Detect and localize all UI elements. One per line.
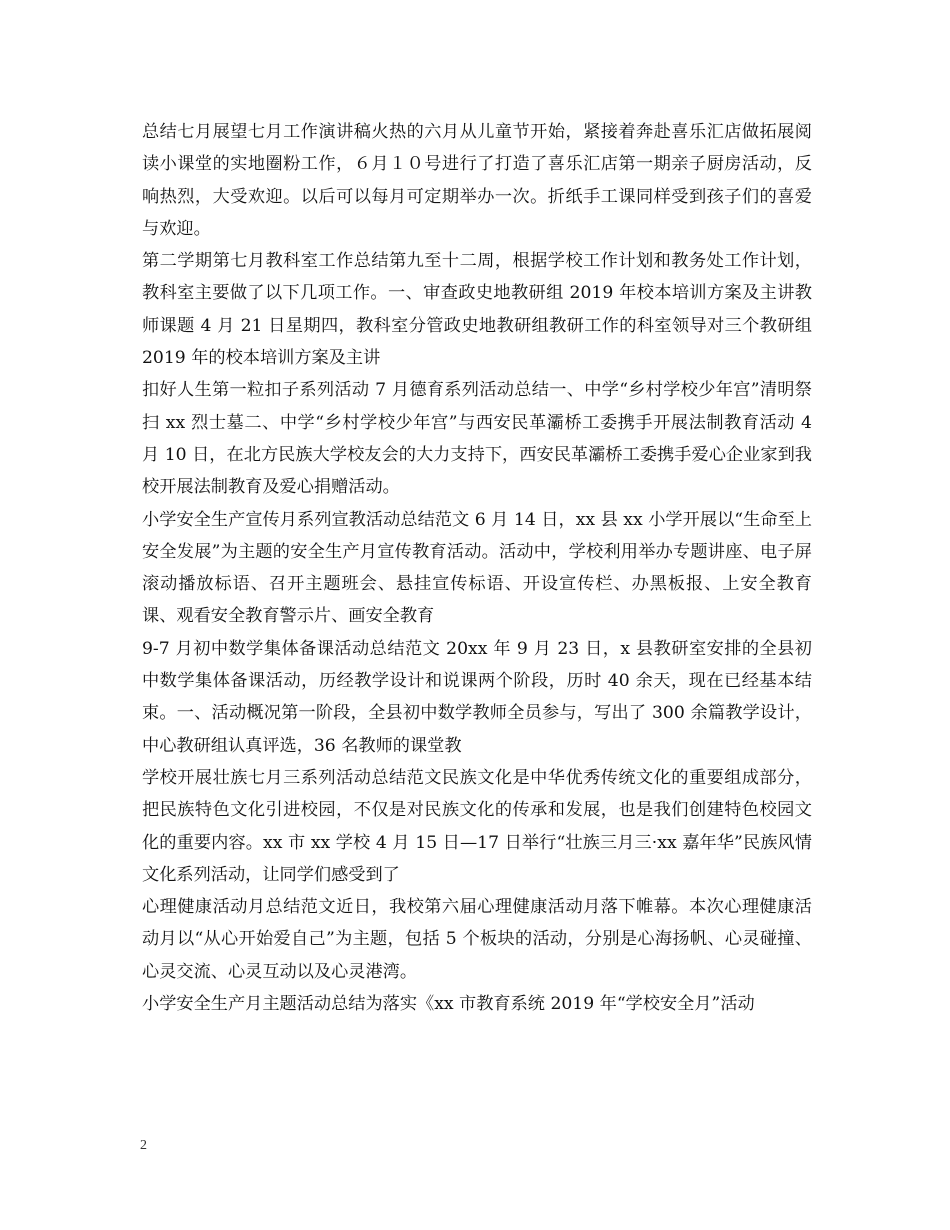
page-number: 2	[140, 1138, 147, 1153]
paragraph: 第二学期第七月教科室工作总结第九至十二周，根据学校工作计划和教务处工作计划，教科室主要做了以下几项工作。一、审查政史地教研组 2019 年校本培训方案及主讲教师课题 4 月 21 日星期四，教科室分管政史地教研组教研工作的科室领导对三个教研组 2019 年的校本培训方案及主讲	[142, 251, 812, 369]
body-text	[142, 116, 812, 1020]
paragraph: 心理健康活动月总结范文近日，我校第六届心理健康活动月落下帷幕。本次心理健康活动月以“从心开始爱自己”为主题，包括 5 个板块的活动，分别是心海扬帆、心灵碰撞、心灵交流、心灵互动以及心灵港湾。	[142, 897, 812, 982]
paragraph: 9-7 月初中数学集体备课活动总结范文 20xx 年 9 月 23 日，x 县教研室安排的全县初中数学集体备课活动，历经教学设计和说课两个阶段，历时 40 余天，现在已经基本结束。一、活动概况第一阶段，全县初中数学教师全员参与，写出了 300 余篇教学设计，中心教研组认真评选，36 名教师的课堂教	[142, 638, 812, 756]
paragraph: 学校开展壮族七月三系列活动总结范文民族文化是中华优秀传统文化的重要组成部分，把民族特色文化引进校园，不仅是对民族文化的传承和发展，也是我们创建特色校园文化的重要内容。xx 市 xx 学校 4 月 15 日—17 日举行“壮族三月三·xx 嘉年华”民族风情文化系列活动，让同学们感受到了	[142, 767, 812, 885]
paragraph: 扣好人生第一粒扣子系列活动 7 月德育系列活动总结一、中学“乡村学校少年宫”清明祭扫 xx 烈士墓二、中学“乡村学校少年宫”与西安民革灞桥工委携手开展法制教育活动 4 月 10 日，在北方民族大学校友会的大力支持下，西安民革灞桥工委携手爱心企业家到我校开展法制教育及爱心捐赠活动。	[142, 380, 812, 498]
paragraph: 小学安全生产宣传月系列宣教活动总结范文 6 月 14 日，xx 县 xx 小学开展以“生命至上安全发展”为主题的安全生产月宣传教育活动。活动中，学校利用举办专题讲座、电子屏滚动播放标语、召开主题班会、悬挂宣传标语、开设宣传栏、办黑板报、上安全教育课、观看安全教育警示片、画安全教育	[142, 509, 812, 627]
paragraph: 总结七月展望七月工作演讲稿火热的六月从儿童节开始，紧接着奔赴喜乐汇店做拓展阅读小课堂的实地圈粉工作，６月１０号进行了打造了喜乐汇店第一期亲子厨房活动，反响热烈，大受欢迎。以后可以每月可定期举办一次。折纸手工课同样受到孩子们的喜爱与欢迎。	[142, 122, 812, 239]
paragraph: 小学安全生产月主题活动总结为落实《xx 市教育系统 2019 年“学校安全月”活动	[142, 994, 755, 1015]
